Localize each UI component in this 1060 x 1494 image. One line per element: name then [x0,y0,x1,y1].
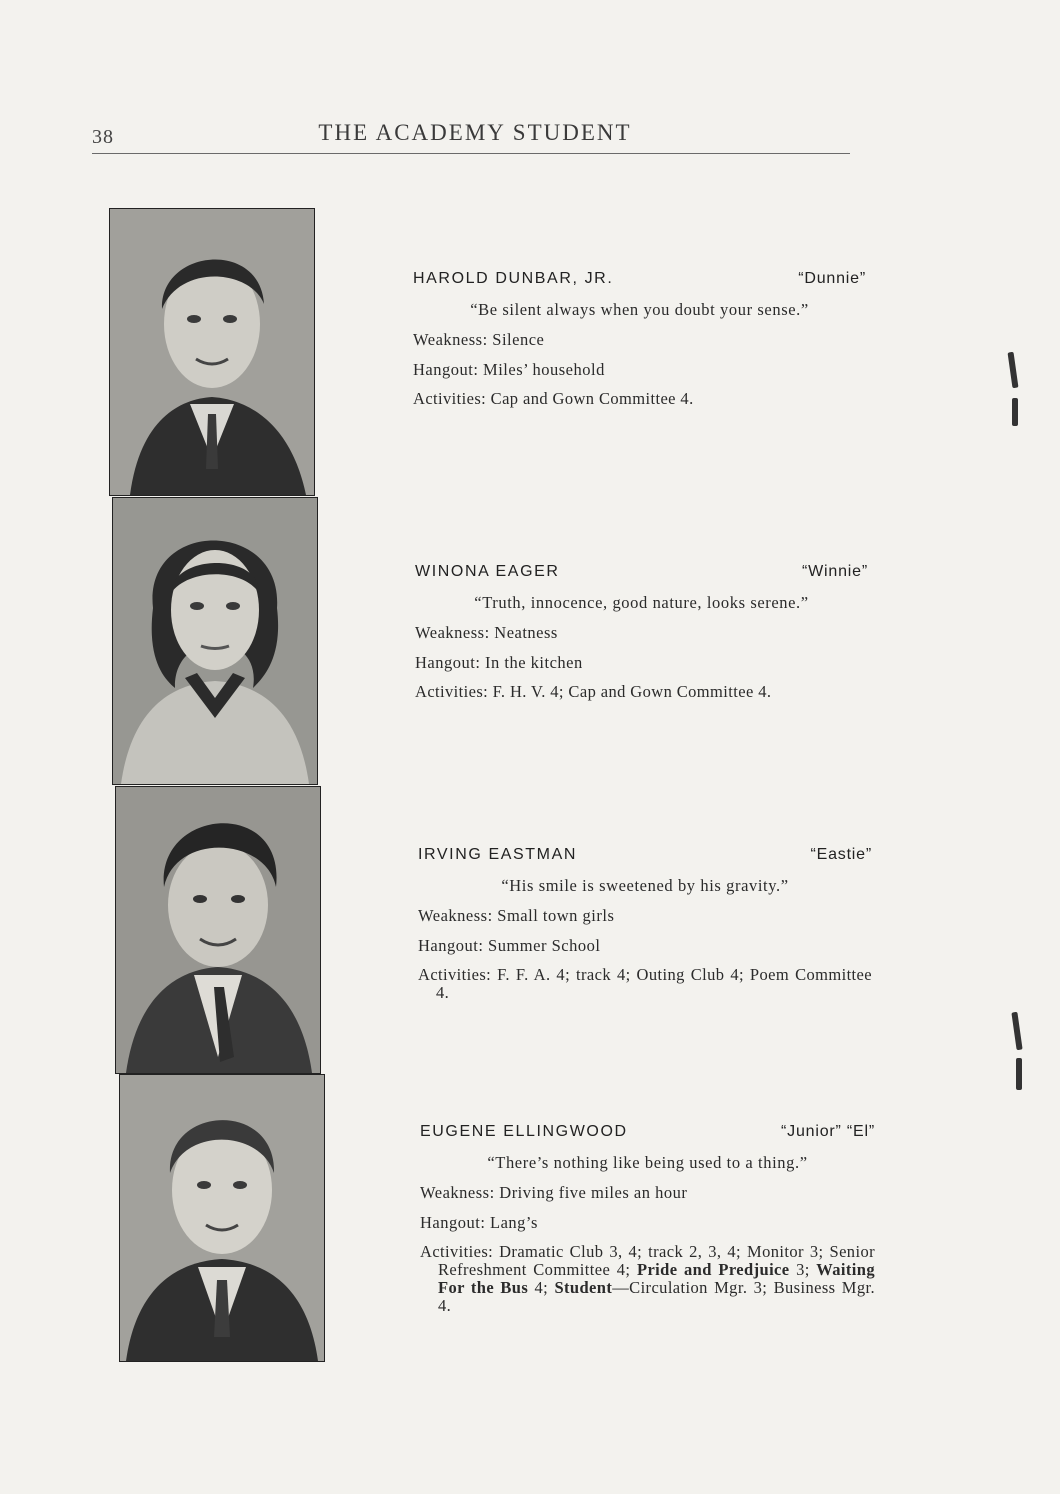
student-nickname: “Winnie” [802,563,868,580]
activities-text: 3; [789,1260,817,1279]
student-hangout: Hangout: Summer School [418,936,601,955]
margin-mark [1012,398,1018,426]
student-nickname: “Dunnie” [798,270,866,287]
student-nickname: “Junior” “El” [781,1123,875,1140]
student-quote: “Be silent always when you doubt your sense.” [470,300,809,319]
student-hangout: Hangout: Lang’s [420,1213,538,1232]
student-name: EUGENE ELLINGWOOD [420,1123,628,1140]
student-activities [420,1243,875,1315]
portrait-photo-3 [115,786,321,1074]
student-weakness: Weakness: Small town girls [418,906,615,925]
activities-play-title: Pride and Predjuice [636,1260,790,1279]
student-quote: “There’s nothing like being used to a thing.” [487,1153,808,1172]
student-weakness: Weakness: Silence [413,330,545,349]
student-activities: Activities: F. H. V. 4; Cap and Gown Committee 4. [415,682,772,701]
page-number: 38 [92,126,114,148]
student-name: IRVING EASTMAN [418,846,578,863]
running-title: THE ACADEMY STUDENT [318,120,632,145]
header-rule [92,153,850,154]
margin-mark [1011,1012,1022,1050]
portrait-photo-4 [119,1074,325,1362]
student-activities: Activities: Cap and Gown Committee 4. [413,389,694,408]
activities-play-title: Waiting For the Bus [438,1260,875,1297]
student-name: WINONA EAGER [415,563,560,580]
student-name: HAROLD DUNBAR, JR. [413,270,614,287]
activities-text: —Circulation Mgr. 3; Business Mgr. 4. [438,1278,876,1315]
student-entry-3 [418,846,872,1002]
student-weakness: Weakness: Driving five miles an hour [420,1183,688,1202]
student-entry-2 [415,563,868,701]
student-quote: “His smile is sweetened by his gravity.” [501,876,789,895]
student-weakness: Weakness: Neatness [415,623,558,642]
activities-text: Activities: Dramatic Club 3, 4; track 2, 3, 4; Monitor 3; Senior Refreshment Committee 4; [420,1242,875,1279]
student-hangout: Hangout: Miles’ household [413,360,605,379]
student-quote: “Truth, innocence, good nature, looks serene.” [474,593,809,612]
activities-text: 4; [528,1278,555,1297]
student-activities: Activities: F. F. A. 4; track 4; Outing Club 4; Poem Committee 4. [418,965,872,1002]
student-entry-1 [413,270,866,408]
activities-publication-title: Student [554,1278,613,1297]
portrait-photo-1 [109,208,315,496]
student-hangout: Hangout: In the kitchen [415,653,583,672]
student-nickname: “Eastie” [810,846,872,863]
margin-mark [1016,1058,1022,1090]
margin-mark [1008,352,1019,388]
portrait-photo-2 [112,497,318,785]
student-entry-4 [420,1123,875,1315]
